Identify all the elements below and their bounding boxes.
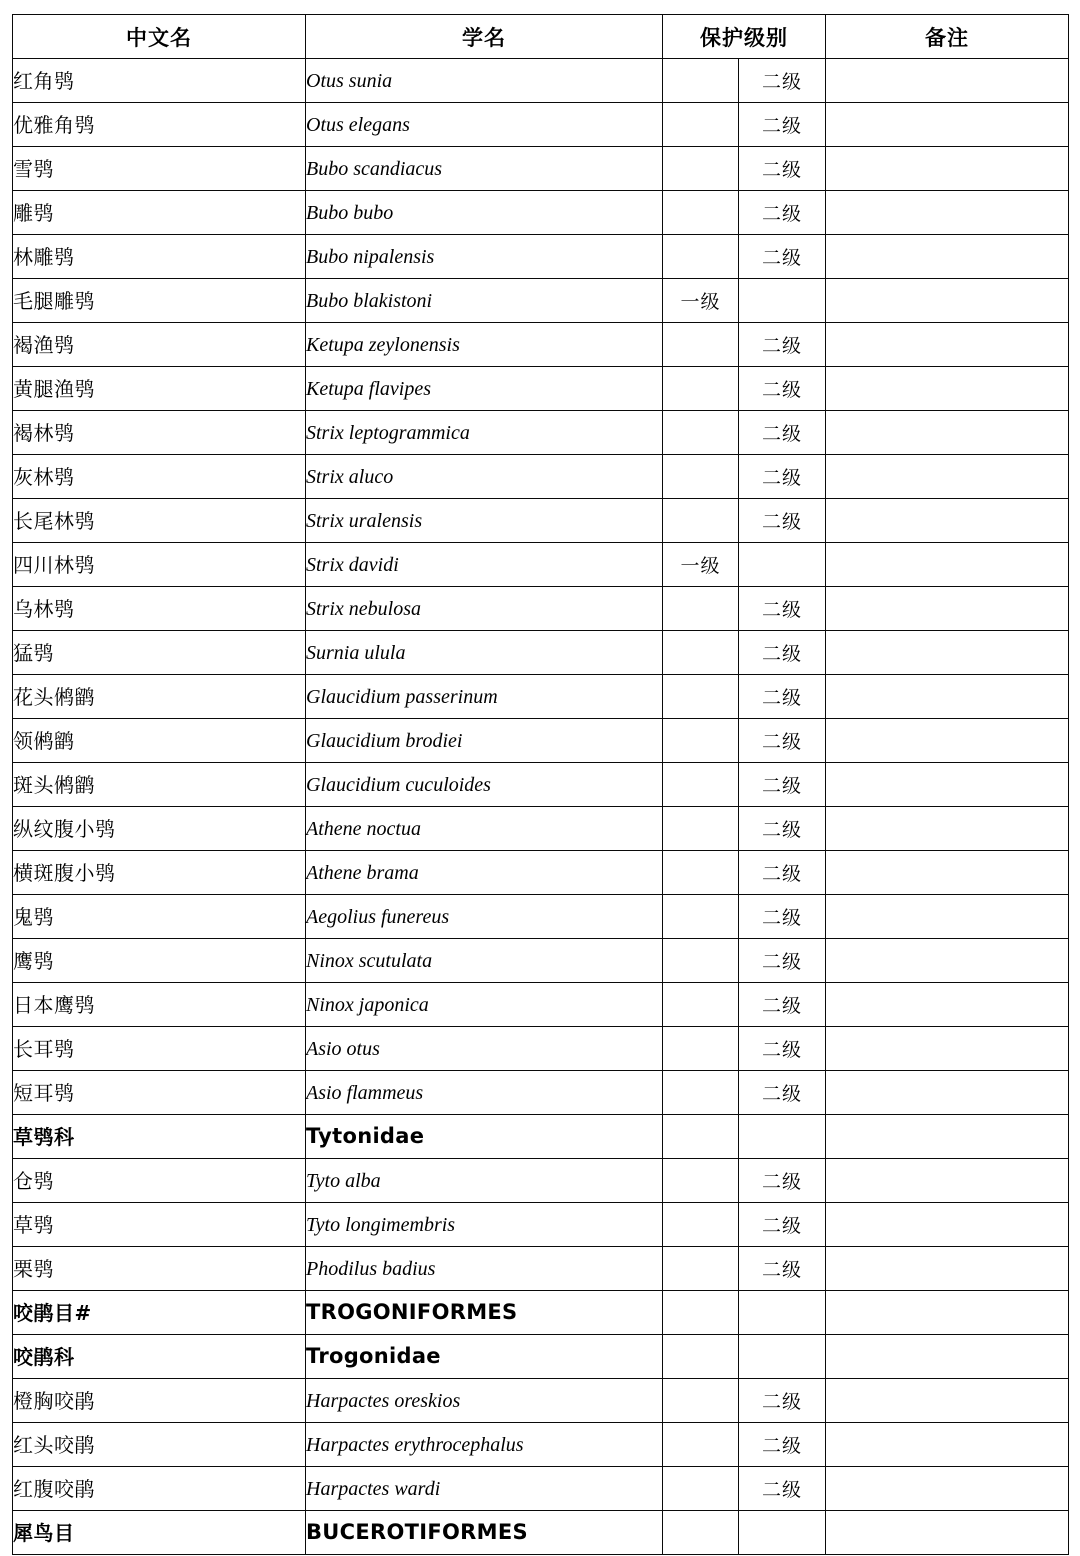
cell-protection-level-first	[663, 1511, 739, 1555]
cell-remarks	[826, 1027, 1069, 1071]
cell-chinese-name: 草鸮	[13, 1203, 306, 1247]
table-row	[13, 411, 1069, 455]
cell-scientific-name: Tyto longimembris	[306, 1203, 663, 1247]
cell-scientific-name: Phodilus badius	[306, 1247, 663, 1291]
cell-remarks	[826, 1291, 1069, 1335]
cell-chinese-name: 栗鸮	[13, 1247, 306, 1291]
cell-scientific-name: Surnia ulula	[306, 631, 663, 675]
cell-remarks	[826, 939, 1069, 983]
cell-chinese-name: 横斑腹小鸮	[13, 851, 306, 895]
cell-scientific-name: Athene noctua	[306, 807, 663, 851]
cell-scientific-name: TROGONIFORMES	[306, 1291, 663, 1335]
cell-remarks	[826, 59, 1069, 103]
cell-remarks	[826, 1203, 1069, 1247]
cell-protection-level-second: 二级	[739, 1379, 826, 1423]
header-remarks: 备注	[826, 15, 1069, 59]
table-row	[13, 279, 1069, 323]
table-row	[13, 455, 1069, 499]
cell-protection-level-first	[663, 1159, 739, 1203]
cell-scientific-name: Harpactes erythrocephalus	[306, 1423, 663, 1467]
cell-scientific-name: Bubo nipalensis	[306, 235, 663, 279]
cell-protection-level-first	[663, 1379, 739, 1423]
cell-protection-level-second: 二级	[739, 455, 826, 499]
table-row	[13, 1379, 1069, 1423]
cell-protection-level-second: 二级	[739, 851, 826, 895]
table-row	[13, 1027, 1069, 1071]
cell-remarks	[826, 631, 1069, 675]
cell-remarks	[826, 1159, 1069, 1203]
cell-protection-level-first	[663, 675, 739, 719]
table-row	[13, 147, 1069, 191]
cell-scientific-name: BUCEROTIFORMES	[306, 1511, 663, 1555]
table-row	[13, 367, 1069, 411]
table-row	[13, 1247, 1069, 1291]
cell-scientific-name: Strix aluco	[306, 455, 663, 499]
cell-protection-level-first	[663, 587, 739, 631]
cell-protection-level-second: 二级	[739, 323, 826, 367]
cell-chinese-name: 纵纹腹小鸮	[13, 807, 306, 851]
table-row	[13, 103, 1069, 147]
table-row	[13, 543, 1069, 587]
table-row	[13, 191, 1069, 235]
cell-protection-level-first	[663, 807, 739, 851]
cell-chinese-name: 猛鸮	[13, 631, 306, 675]
cell-scientific-name: Asio flammeus	[306, 1071, 663, 1115]
cell-protection-level-second	[739, 543, 826, 587]
table-header	[13, 15, 1069, 59]
header-scientific-name: 学名	[306, 15, 663, 59]
cell-remarks	[826, 763, 1069, 807]
cell-chinese-name: 黄腿渔鸮	[13, 367, 306, 411]
cell-protection-level-second: 二级	[739, 1071, 826, 1115]
cell-chinese-name: 短耳鸮	[13, 1071, 306, 1115]
cell-chinese-name: 雕鸮	[13, 191, 306, 235]
header-chinese-name: 中文名	[13, 15, 306, 59]
cell-protection-level-second	[739, 1335, 826, 1379]
cell-protection-level-first: 一级	[663, 279, 739, 323]
cell-protection-level-first	[663, 1071, 739, 1115]
cell-chinese-name: 长尾林鸮	[13, 499, 306, 543]
cell-protection-level-second: 二级	[739, 983, 826, 1027]
cell-remarks	[826, 807, 1069, 851]
cell-chinese-name: 咬鹃科	[13, 1335, 306, 1379]
cell-protection-level-first	[663, 1291, 739, 1335]
cell-protection-level-first	[663, 1027, 739, 1071]
table-row	[13, 587, 1069, 631]
cell-remarks	[826, 367, 1069, 411]
cell-scientific-name: Strix nebulosa	[306, 587, 663, 631]
cell-chinese-name: 花头鸺鹠	[13, 675, 306, 719]
cell-remarks	[826, 587, 1069, 631]
cell-scientific-name: Bubo scandiacus	[306, 147, 663, 191]
protected-species-table	[12, 14, 1069, 1555]
cell-remarks	[826, 1467, 1069, 1511]
table-row	[13, 1467, 1069, 1511]
header-protection-level: 保护级别	[663, 15, 826, 59]
table-row	[13, 1335, 1069, 1379]
cell-remarks	[826, 895, 1069, 939]
cell-chinese-name: 红腹咬鹃	[13, 1467, 306, 1511]
cell-scientific-name: Bubo blakistoni	[306, 279, 663, 323]
cell-protection-level-first	[663, 1335, 739, 1379]
cell-remarks	[826, 103, 1069, 147]
cell-protection-level-second	[739, 1115, 826, 1159]
cell-scientific-name: Strix uralensis	[306, 499, 663, 543]
cell-remarks	[826, 1247, 1069, 1291]
cell-protection-level-second: 二级	[739, 499, 826, 543]
cell-protection-level-second: 二级	[739, 59, 826, 103]
cell-scientific-name: Asio otus	[306, 1027, 663, 1071]
cell-scientific-name: Ketupa flavipes	[306, 367, 663, 411]
cell-chinese-name: 仓鸮	[13, 1159, 306, 1203]
cell-protection-level-second: 二级	[739, 147, 826, 191]
cell-protection-level-second	[739, 1291, 826, 1335]
cell-chinese-name: 四川林鸮	[13, 543, 306, 587]
cell-scientific-name: Strix leptogrammica	[306, 411, 663, 455]
cell-scientific-name: Tytonidae	[306, 1115, 663, 1159]
cell-protection-level-second: 二级	[739, 1027, 826, 1071]
cell-protection-level-second: 二级	[739, 103, 826, 147]
cell-protection-level-first	[663, 323, 739, 367]
cell-chinese-name: 鬼鸮	[13, 895, 306, 939]
cell-scientific-name: Aegolius funereus	[306, 895, 663, 939]
cell-remarks	[826, 851, 1069, 895]
table-row	[13, 59, 1069, 103]
cell-remarks	[826, 675, 1069, 719]
cell-remarks	[826, 455, 1069, 499]
cell-chinese-name: 林雕鸮	[13, 235, 306, 279]
table-row	[13, 323, 1069, 367]
cell-remarks	[826, 1335, 1069, 1379]
table-row	[13, 939, 1069, 983]
cell-protection-level-first	[663, 367, 739, 411]
table-row	[13, 851, 1069, 895]
cell-chinese-name: 优雅角鸮	[13, 103, 306, 147]
cell-chinese-name: 犀鸟目	[13, 1511, 306, 1555]
cell-protection-level-second: 二级	[739, 1159, 826, 1203]
cell-chinese-name: 灰林鸮	[13, 455, 306, 499]
cell-protection-level-second: 二级	[739, 719, 826, 763]
cell-scientific-name: Tyto alba	[306, 1159, 663, 1203]
cell-remarks	[826, 411, 1069, 455]
cell-protection-level-second: 二级	[739, 235, 826, 279]
cell-remarks	[826, 1511, 1069, 1555]
header-row	[13, 15, 1069, 59]
table-row	[13, 807, 1069, 851]
cell-remarks	[826, 719, 1069, 763]
cell-protection-level-first	[663, 411, 739, 455]
cell-protection-level-second: 二级	[739, 587, 826, 631]
cell-scientific-name: Strix davidi	[306, 543, 663, 587]
cell-scientific-name: Glaucidium cuculoides	[306, 763, 663, 807]
cell-protection-level-first	[663, 983, 739, 1027]
cell-remarks	[826, 191, 1069, 235]
cell-protection-level-second: 二级	[739, 1203, 826, 1247]
cell-protection-level-second: 二级	[739, 807, 826, 851]
cell-chinese-name: 褐渔鸮	[13, 323, 306, 367]
table-row	[13, 1115, 1069, 1159]
cell-chinese-name: 日本鹰鸮	[13, 983, 306, 1027]
table-row	[13, 499, 1069, 543]
cell-scientific-name: Ketupa zeylonensis	[306, 323, 663, 367]
cell-chinese-name: 草鸮科	[13, 1115, 306, 1159]
cell-protection-level-first	[663, 235, 739, 279]
cell-scientific-name: Otus elegans	[306, 103, 663, 147]
cell-protection-level-second: 二级	[739, 895, 826, 939]
cell-chinese-name: 领鸺鹠	[13, 719, 306, 763]
cell-remarks	[826, 1071, 1069, 1115]
cell-chinese-name: 咬鹃目#	[13, 1291, 306, 1335]
cell-chinese-name: 褐林鸮	[13, 411, 306, 455]
cell-scientific-name: Harpactes oreskios	[306, 1379, 663, 1423]
cell-remarks	[826, 499, 1069, 543]
cell-protection-level-first	[663, 719, 739, 763]
cell-protection-level-first	[663, 851, 739, 895]
cell-protection-level-second: 二级	[739, 675, 826, 719]
cell-remarks	[826, 1379, 1069, 1423]
cell-protection-level-first	[663, 895, 739, 939]
table-row	[13, 1511, 1069, 1555]
table-row	[13, 675, 1069, 719]
table-row	[13, 719, 1069, 763]
cell-scientific-name: Athene brama	[306, 851, 663, 895]
cell-scientific-name: Trogonidae	[306, 1335, 663, 1379]
cell-chinese-name: 红头咬鹃	[13, 1423, 306, 1467]
table-row	[13, 1291, 1069, 1335]
cell-protection-level-second: 二级	[739, 411, 826, 455]
cell-scientific-name: Harpactes wardi	[306, 1467, 663, 1511]
cell-remarks	[826, 543, 1069, 587]
cell-scientific-name: Otus sunia	[306, 59, 663, 103]
cell-chinese-name: 乌林鸮	[13, 587, 306, 631]
cell-protection-level-first	[663, 59, 739, 103]
cell-protection-level-first	[663, 499, 739, 543]
cell-scientific-name: Glaucidium passerinum	[306, 675, 663, 719]
cell-chinese-name: 雪鸮	[13, 147, 306, 191]
cell-scientific-name: Glaucidium brodiei	[306, 719, 663, 763]
cell-protection-level-first	[663, 939, 739, 983]
cell-chinese-name: 橙胸咬鹃	[13, 1379, 306, 1423]
cell-protection-level-first	[663, 1203, 739, 1247]
cell-protection-level-second: 二级	[739, 939, 826, 983]
cell-protection-level-first	[663, 1467, 739, 1511]
cell-scientific-name: Ninox scutulata	[306, 939, 663, 983]
cell-protection-level-second: 二级	[739, 191, 826, 235]
cell-protection-level-second	[739, 279, 826, 323]
cell-protection-level-second: 二级	[739, 1423, 826, 1467]
cell-remarks	[826, 1115, 1069, 1159]
cell-protection-level-first	[663, 455, 739, 499]
cell-protection-level-first	[663, 1423, 739, 1467]
table-row	[13, 983, 1069, 1027]
table-row	[13, 895, 1069, 939]
cell-remarks	[826, 147, 1069, 191]
cell-remarks	[826, 1423, 1069, 1467]
cell-protection-level-first	[663, 1115, 739, 1159]
cell-remarks	[826, 235, 1069, 279]
cell-protection-level-first	[663, 631, 739, 675]
cell-remarks	[826, 983, 1069, 1027]
cell-chinese-name: 长耳鸮	[13, 1027, 306, 1071]
cell-chinese-name: 斑头鸺鹠	[13, 763, 306, 807]
cell-chinese-name: 毛腿雕鸮	[13, 279, 306, 323]
cell-protection-level-first	[663, 763, 739, 807]
cell-protection-level-second: 二级	[739, 763, 826, 807]
table-row	[13, 763, 1069, 807]
cell-remarks	[826, 279, 1069, 323]
cell-protection-level-second: 二级	[739, 1247, 826, 1291]
table-row	[13, 631, 1069, 675]
cell-protection-level-first	[663, 1247, 739, 1291]
table-row	[13, 1203, 1069, 1247]
cell-protection-level-second	[739, 1511, 826, 1555]
cell-protection-level-first: 一级	[663, 543, 739, 587]
table-body	[13, 59, 1069, 1555]
cell-protection-level-first	[663, 191, 739, 235]
table-row	[13, 1423, 1069, 1467]
cell-protection-level-second: 二级	[739, 367, 826, 411]
cell-protection-level-second: 二级	[739, 1467, 826, 1511]
cell-chinese-name: 鹰鸮	[13, 939, 306, 983]
table-row	[13, 235, 1069, 279]
cell-chinese-name: 红角鸮	[13, 59, 306, 103]
cell-scientific-name: Bubo bubo	[306, 191, 663, 235]
table-row	[13, 1071, 1069, 1115]
cell-protection-level-first	[663, 103, 739, 147]
cell-remarks	[826, 323, 1069, 367]
cell-protection-level-second: 二级	[739, 631, 826, 675]
cell-scientific-name: Ninox japonica	[306, 983, 663, 1027]
table-row	[13, 1159, 1069, 1203]
cell-protection-level-first	[663, 147, 739, 191]
